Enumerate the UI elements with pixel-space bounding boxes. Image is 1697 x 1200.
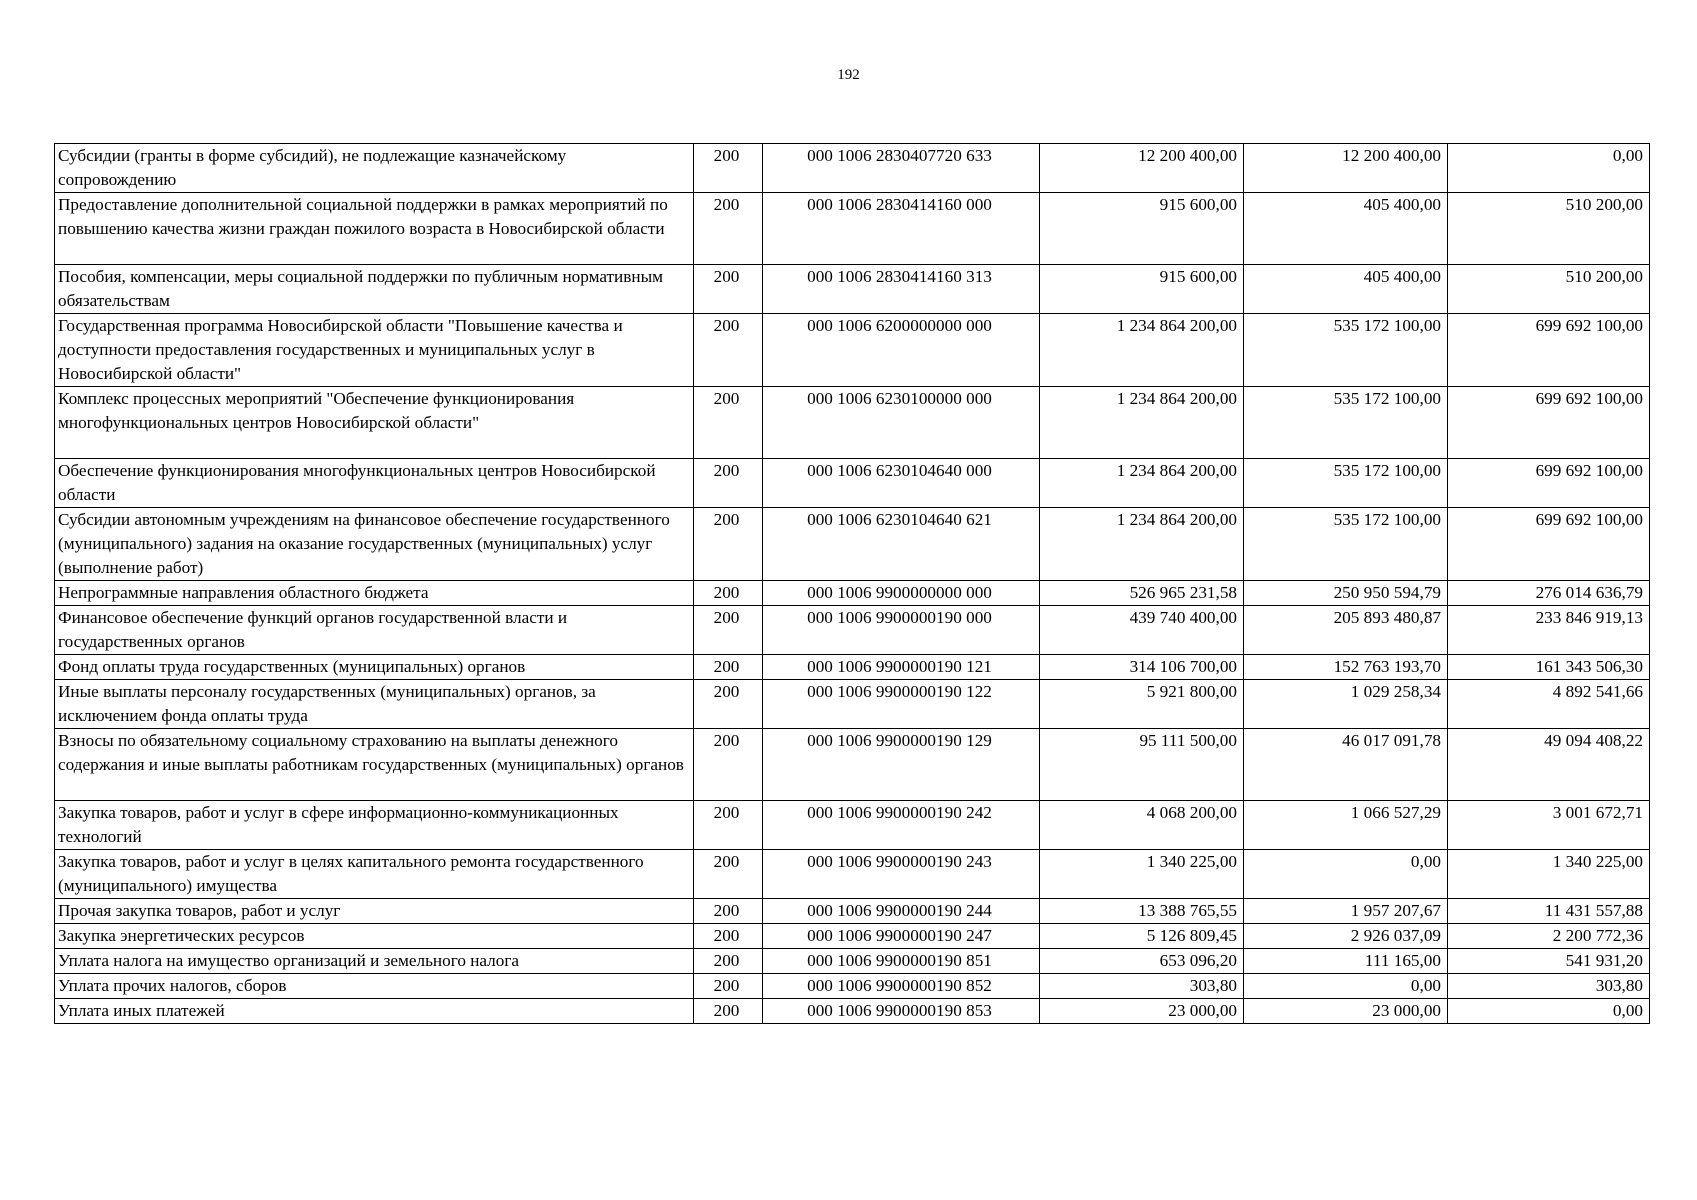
row-remaining-cell: 699 692 100,00	[1448, 387, 1650, 459]
row-kbk-cell: 000 1006 2830414160 313	[763, 265, 1040, 314]
row-name-cell: Прочая закупка товаров, работ и услуг	[55, 899, 694, 924]
row-executed-cell: 0,00	[1244, 974, 1448, 999]
budget-execution-table	[54, 143, 1650, 1024]
row-approved-cell: 5 921 800,00	[1040, 680, 1244, 729]
row-code-cell: 200	[694, 314, 763, 387]
row-kbk-cell: 000 1006 9900000190 000	[763, 606, 1040, 655]
row-executed-cell: 535 172 100,00	[1244, 508, 1448, 581]
table-row	[55, 655, 1650, 680]
row-code-cell: 200	[694, 899, 763, 924]
table-row	[55, 680, 1650, 729]
row-name-cell: Уплата иных платежей	[55, 999, 694, 1024]
row-approved-cell: 1 340 225,00	[1040, 850, 1244, 899]
table-row	[55, 387, 1650, 459]
table-row	[55, 999, 1650, 1024]
row-kbk-cell: 000 1006 9900000190 243	[763, 850, 1040, 899]
row-remaining-cell: 4 892 541,66	[1448, 680, 1650, 729]
row-approved-cell: 95 111 500,00	[1040, 729, 1244, 801]
row-approved-cell: 5 126 809,45	[1040, 924, 1244, 949]
row-code-cell: 200	[694, 606, 763, 655]
table-row	[55, 974, 1650, 999]
row-code-cell: 200	[694, 655, 763, 680]
page-number: 192	[837, 67, 860, 83]
row-name-cell: Закупка товаров, работ и услуг в целях капитального ремонта государственного (муниципального) имущества	[55, 850, 694, 899]
row-remaining-cell: 0,00	[1448, 999, 1650, 1024]
table-row	[55, 144, 1650, 193]
table-row	[55, 924, 1650, 949]
row-code-cell: 200	[694, 949, 763, 974]
row-remaining-cell: 49 094 408,22	[1448, 729, 1650, 801]
row-kbk-cell: 000 1006 2830414160 000	[763, 193, 1040, 265]
row-remaining-cell: 161 343 506,30	[1448, 655, 1650, 680]
row-kbk-cell: 000 1006 9900000190 244	[763, 899, 1040, 924]
row-kbk-cell: 000 1006 6230104640 000	[763, 459, 1040, 508]
row-remaining-cell: 303,80	[1448, 974, 1650, 999]
row-code-cell: 200	[694, 581, 763, 606]
row-approved-cell: 915 600,00	[1040, 193, 1244, 265]
row-approved-cell: 1 234 864 200,00	[1040, 459, 1244, 508]
row-approved-cell: 439 740 400,00	[1040, 606, 1244, 655]
row-code-cell: 200	[694, 680, 763, 729]
row-remaining-cell: 510 200,00	[1448, 193, 1650, 265]
row-kbk-cell: 000 1006 9900000190 852	[763, 974, 1040, 999]
row-approved-cell: 653 096,20	[1040, 949, 1244, 974]
row-executed-cell: 405 400,00	[1244, 193, 1448, 265]
row-kbk-cell: 000 1006 9900000190 853	[763, 999, 1040, 1024]
row-approved-cell: 13 388 765,55	[1040, 899, 1244, 924]
row-executed-cell: 205 893 480,87	[1244, 606, 1448, 655]
row-approved-cell: 1 234 864 200,00	[1040, 508, 1244, 581]
row-kbk-cell: 000 1006 9900000190 242	[763, 801, 1040, 850]
row-name-cell: Обеспечение функционирования многофункциональных центров Новосибирской области	[55, 459, 694, 508]
row-name-cell: Закупка товаров, работ и услуг в сфере информационно-коммуникационных технологий	[55, 801, 694, 850]
row-name-cell: Закупка энергетических ресурсов	[55, 924, 694, 949]
row-name-cell: Предоставление дополнительной социальной поддержки в рамках мероприятий по повышению качества жизни граждан пожилого возраста в Новосибирской области	[55, 193, 694, 265]
row-kbk-cell: 000 1006 6200000000 000	[763, 314, 1040, 387]
row-code-cell: 200	[694, 193, 763, 265]
row-remaining-cell: 11 431 557,88	[1448, 899, 1650, 924]
row-name-cell: Субсидии (гранты в форме субсидий), не подлежащие казначейскому сопровождению	[55, 144, 694, 193]
row-name-cell: Уплата налога на имущество организаций и земельного налога	[55, 949, 694, 974]
row-executed-cell: 535 172 100,00	[1244, 314, 1448, 387]
row-executed-cell: 405 400,00	[1244, 265, 1448, 314]
row-remaining-cell: 699 692 100,00	[1448, 459, 1650, 508]
row-approved-cell: 303,80	[1040, 974, 1244, 999]
table-body	[55, 144, 1650, 1024]
row-remaining-cell: 233 846 919,13	[1448, 606, 1650, 655]
table-row	[55, 949, 1650, 974]
row-code-cell: 200	[694, 144, 763, 193]
row-executed-cell: 535 172 100,00	[1244, 387, 1448, 459]
row-code-cell: 200	[694, 729, 763, 801]
row-code-cell: 200	[694, 850, 763, 899]
row-name-cell: Уплата прочих налогов, сборов	[55, 974, 694, 999]
row-kbk-cell: 000 1006 2830407720 633	[763, 144, 1040, 193]
row-executed-cell: 1 066 527,29	[1244, 801, 1448, 850]
row-executed-cell: 250 950 594,79	[1244, 581, 1448, 606]
table-row	[55, 314, 1650, 387]
row-approved-cell: 23 000,00	[1040, 999, 1244, 1024]
row-remaining-cell: 0,00	[1448, 144, 1650, 193]
row-executed-cell: 23 000,00	[1244, 999, 1448, 1024]
row-code-cell: 200	[694, 508, 763, 581]
row-code-cell: 200	[694, 265, 763, 314]
row-kbk-cell: 000 1006 9900000190 121	[763, 655, 1040, 680]
row-approved-cell: 915 600,00	[1040, 265, 1244, 314]
row-executed-cell: 0,00	[1244, 850, 1448, 899]
row-remaining-cell: 699 692 100,00	[1448, 314, 1650, 387]
row-kbk-cell: 000 1006 6230100000 000	[763, 387, 1040, 459]
row-remaining-cell: 276 014 636,79	[1448, 581, 1650, 606]
row-code-cell: 200	[694, 459, 763, 508]
row-executed-cell: 535 172 100,00	[1244, 459, 1448, 508]
table-row	[55, 850, 1650, 899]
table-row	[55, 581, 1650, 606]
row-executed-cell: 152 763 193,70	[1244, 655, 1448, 680]
row-remaining-cell: 3 001 672,71	[1448, 801, 1650, 850]
row-name-cell: Финансовое обеспечение функций органов государственной власти и государственных органов	[55, 606, 694, 655]
row-kbk-cell: 000 1006 9900000190 851	[763, 949, 1040, 974]
row-executed-cell: 46 017 091,78	[1244, 729, 1448, 801]
row-name-cell: Взносы по обязательному социальному страхованию на выплаты денежного содержания и иные выплаты работникам государственных (муниципальных) органов	[55, 729, 694, 801]
row-name-cell: Иные выплаты персоналу государственных (муниципальных) органов, за исключением фонда оплаты труда	[55, 680, 694, 729]
table-row	[55, 265, 1650, 314]
row-kbk-cell: 000 1006 6230104640 621	[763, 508, 1040, 581]
row-approved-cell: 526 965 231,58	[1040, 581, 1244, 606]
row-approved-cell: 4 068 200,00	[1040, 801, 1244, 850]
row-code-cell: 200	[694, 974, 763, 999]
table-row	[55, 729, 1650, 801]
row-name-cell: Комплекс процессных мероприятий "Обеспечение функционирования многофункциональных центров Новосибирской области"	[55, 387, 694, 459]
row-kbk-cell: 000 1006 9900000000 000	[763, 581, 1040, 606]
table-row	[55, 606, 1650, 655]
table-row	[55, 459, 1650, 508]
row-code-cell: 200	[694, 924, 763, 949]
table-row	[55, 508, 1650, 581]
row-code-cell: 200	[694, 387, 763, 459]
row-approved-cell: 1 234 864 200,00	[1040, 387, 1244, 459]
row-executed-cell: 12 200 400,00	[1244, 144, 1448, 193]
row-remaining-cell: 2 200 772,36	[1448, 924, 1650, 949]
row-code-cell: 200	[694, 801, 763, 850]
row-code-cell: 200	[694, 999, 763, 1024]
row-name-cell: Непрограммные направления областного бюджета	[55, 581, 694, 606]
row-remaining-cell: 541 931,20	[1448, 949, 1650, 974]
row-remaining-cell: 1 340 225,00	[1448, 850, 1650, 899]
table-row	[55, 899, 1650, 924]
row-executed-cell: 111 165,00	[1244, 949, 1448, 974]
row-name-cell: Субсидии автономным учреждениям на финансовое обеспечение государственного (муниципального) задания на оказание государственных (муниципальных) услуг (выполнение работ)	[55, 508, 694, 581]
row-remaining-cell: 510 200,00	[1448, 265, 1650, 314]
row-name-cell: Государственная программа Новосибирской области "Повышение качества и доступности предоставления государственных и муниципальных услуг в Новосибирской области"	[55, 314, 694, 387]
row-name-cell: Пособия, компенсации, меры социальной поддержки по публичным нормативным обязательствам	[55, 265, 694, 314]
row-remaining-cell: 699 692 100,00	[1448, 508, 1650, 581]
row-approved-cell: 1 234 864 200,00	[1040, 314, 1244, 387]
row-kbk-cell: 000 1006 9900000190 122	[763, 680, 1040, 729]
row-executed-cell: 1 029 258,34	[1244, 680, 1448, 729]
row-kbk-cell: 000 1006 9900000190 247	[763, 924, 1040, 949]
row-kbk-cell: 000 1006 9900000190 129	[763, 729, 1040, 801]
row-approved-cell: 314 106 700,00	[1040, 655, 1244, 680]
row-name-cell: Фонд оплаты труда государственных (муниципальных) органов	[55, 655, 694, 680]
table-row	[55, 801, 1650, 850]
row-executed-cell: 2 926 037,09	[1244, 924, 1448, 949]
table-row	[55, 193, 1650, 265]
row-approved-cell: 12 200 400,00	[1040, 144, 1244, 193]
row-executed-cell: 1 957 207,67	[1244, 899, 1448, 924]
